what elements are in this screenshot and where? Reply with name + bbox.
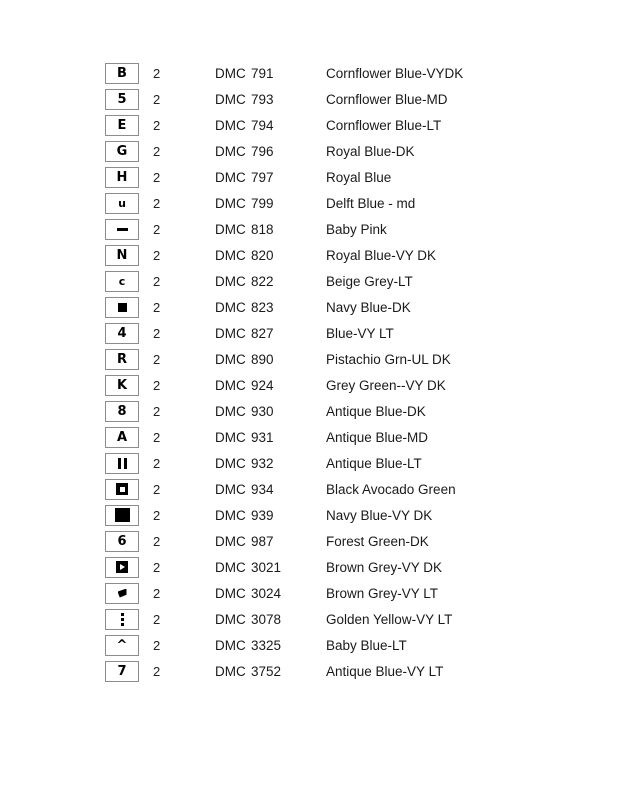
brand-label: DMC xyxy=(215,611,246,627)
brand-label: DMC xyxy=(215,507,246,523)
table-row xyxy=(0,528,618,554)
symbol-box xyxy=(105,141,139,162)
symbol-cell xyxy=(0,528,145,554)
color-description-cell: Navy Blue-DK xyxy=(326,299,411,315)
strand-count-cell: 2 xyxy=(153,117,161,133)
symbol-box xyxy=(105,323,139,344)
dmc-code-number: 797 xyxy=(251,169,274,185)
brand-label: DMC xyxy=(215,663,246,679)
symbol-box xyxy=(105,661,139,682)
dmc-code-number: 823 xyxy=(251,299,274,315)
symbol-cell xyxy=(0,398,145,424)
strand-count-cell: 2 xyxy=(153,663,161,679)
symbol-cell xyxy=(0,476,145,502)
color-description-cell: Royal Blue-DK xyxy=(326,143,415,159)
dmc-code-number: 799 xyxy=(251,195,274,211)
brand-label: DMC xyxy=(215,325,246,341)
dmc-code-cell xyxy=(215,450,325,476)
symbol-glyph: 5 xyxy=(117,91,127,107)
dmc-code-cell xyxy=(215,372,325,398)
symbol-glyph: K xyxy=(116,377,128,393)
table-row xyxy=(0,268,618,294)
symbol-glyph: 8 xyxy=(117,403,127,419)
dmc-code-number: 3325 xyxy=(251,637,282,653)
brand-label: DMC xyxy=(215,273,246,289)
brand-label: DMC xyxy=(215,169,246,185)
strand-count-cell: 2 xyxy=(153,169,161,185)
dmc-code-cell xyxy=(215,268,325,294)
table-row xyxy=(0,242,618,268)
strand-count-cell: 2 xyxy=(153,91,161,107)
symbol-cell xyxy=(0,216,145,242)
dmc-code-number: 987 xyxy=(251,533,274,549)
symbol-glyph: N xyxy=(116,247,128,263)
dmc-code-cell xyxy=(215,606,325,632)
table-row xyxy=(0,450,618,476)
table-row xyxy=(0,606,618,632)
dmc-code-number: 791 xyxy=(251,65,274,81)
symbol-glyph: G xyxy=(116,143,128,159)
dmc-code-cell xyxy=(215,138,325,164)
symbol-box xyxy=(105,349,139,370)
dmc-code-number: 890 xyxy=(251,351,274,367)
symbol-glyph: B xyxy=(117,65,127,81)
color-description-cell: Royal Blue-VY DK xyxy=(326,247,437,263)
table-row xyxy=(0,632,618,658)
symbol-cell xyxy=(0,320,145,346)
dmc-code-number: 3021 xyxy=(251,559,282,575)
table-row xyxy=(0,86,618,112)
symbol-cell xyxy=(0,424,145,450)
color-description-cell: Brown Grey-VY DK xyxy=(326,559,443,575)
dash-icon xyxy=(117,228,128,231)
brand-label: DMC xyxy=(215,403,246,419)
flag-mark-icon xyxy=(118,589,127,598)
symbol-glyph: R xyxy=(116,351,127,367)
symbol-box xyxy=(105,557,139,578)
symbol-box xyxy=(105,115,139,136)
dmc-code-number: 939 xyxy=(251,507,274,523)
symbol-cell xyxy=(0,606,145,632)
strand-count-cell: 2 xyxy=(153,455,161,471)
symbol-box xyxy=(105,609,139,630)
strand-count-cell: 2 xyxy=(153,377,161,393)
strand-count-cell: 2 xyxy=(153,221,161,237)
table-row xyxy=(0,346,618,372)
brand-label: DMC xyxy=(215,377,246,393)
color-description-cell: Delft Blue - md xyxy=(326,195,416,211)
floss-legend-body xyxy=(0,60,618,684)
table-row xyxy=(0,294,618,320)
strand-count-cell: 2 xyxy=(153,585,161,601)
dmc-code-number: 793 xyxy=(251,91,274,107)
color-description-cell: Black Avocado Green xyxy=(326,481,456,497)
dmc-code-number: 3024 xyxy=(251,585,282,601)
dmc-code-number: 3078 xyxy=(251,611,282,627)
symbol-glyph: 7 xyxy=(117,663,127,679)
strand-count-cell: 2 xyxy=(153,273,161,289)
table-row xyxy=(0,424,618,450)
table-row xyxy=(0,164,618,190)
floss-legend-table xyxy=(0,60,618,684)
symbol-box xyxy=(105,167,139,188)
dmc-code-cell xyxy=(215,580,325,606)
brand-label: DMC xyxy=(215,65,246,81)
symbol-cell xyxy=(0,502,145,528)
color-description-cell: Grey Green--VY DK xyxy=(326,377,446,393)
table-row xyxy=(0,190,618,216)
strand-count-cell: 2 xyxy=(153,429,161,445)
square-arrow-icon xyxy=(116,561,128,573)
color-description-cell: Antique Blue-MD xyxy=(326,429,429,445)
table-row xyxy=(0,502,618,528)
vertical-dots-icon xyxy=(121,613,124,626)
brand-label: DMC xyxy=(215,195,246,211)
double-bars-icon xyxy=(117,458,128,469)
color-description-cell: Navy Blue-VY DK xyxy=(326,507,433,523)
symbol-box xyxy=(105,271,139,292)
filled-square-small-icon xyxy=(118,303,127,312)
color-description-cell: Baby Pink xyxy=(326,221,387,237)
dmc-code-number: 796 xyxy=(251,143,274,159)
table-row xyxy=(0,580,618,606)
dmc-code-number: 818 xyxy=(251,221,274,237)
brand-label: DMC xyxy=(215,533,246,549)
table-row xyxy=(0,138,618,164)
symbol-cell xyxy=(0,164,145,190)
dmc-code-cell xyxy=(215,554,325,580)
color-description-cell: Brown Grey-VY LT xyxy=(326,585,439,601)
dmc-code-number: 820 xyxy=(251,247,274,263)
color-description-cell: Golden Yellow-VY LT xyxy=(326,611,453,627)
table-row xyxy=(0,476,618,502)
symbol-box xyxy=(105,531,139,552)
symbol-glyph: E xyxy=(117,117,127,133)
color-description-cell: Forest Green-DK xyxy=(326,533,429,549)
filled-square-large-icon xyxy=(115,508,130,522)
symbol-glyph: 6 xyxy=(117,533,127,549)
symbol-cell xyxy=(0,580,145,606)
brand-label: DMC xyxy=(215,637,246,653)
strand-count-cell: 2 xyxy=(153,533,161,549)
dmc-code-cell xyxy=(215,502,325,528)
dmc-code-number: 930 xyxy=(251,403,274,419)
strand-count-cell: 2 xyxy=(153,195,161,211)
strand-count-cell: 2 xyxy=(153,559,161,575)
dmc-code-number: 931 xyxy=(251,429,274,445)
symbol-glyph: c xyxy=(118,274,126,288)
brand-label: DMC xyxy=(215,559,246,575)
symbol-box xyxy=(105,219,139,240)
symbol-box xyxy=(105,297,139,318)
symbol-cell xyxy=(0,632,145,658)
symbol-box xyxy=(105,427,139,448)
brand-label: DMC xyxy=(215,455,246,471)
brand-label: DMC xyxy=(215,299,246,315)
dmc-code-cell xyxy=(215,242,325,268)
symbol-glyph: H xyxy=(116,169,128,185)
strand-count-cell: 2 xyxy=(153,507,161,523)
brand-label: DMC xyxy=(215,91,246,107)
symbol-glyph: A xyxy=(116,429,128,445)
square-inner-mark-icon xyxy=(116,483,128,495)
table-row xyxy=(0,554,618,580)
symbol-box xyxy=(105,505,139,526)
dmc-code-number: 794 xyxy=(251,117,274,133)
dmc-code-number: 924 xyxy=(251,377,274,393)
brand-label: DMC xyxy=(215,117,246,133)
symbol-glyph: u xyxy=(118,196,126,210)
dmc-code-number: 3752 xyxy=(251,663,282,679)
brand-label: DMC xyxy=(215,247,246,263)
strand-count-cell: 2 xyxy=(153,637,161,653)
symbol-box xyxy=(105,479,139,500)
symbol-box xyxy=(105,375,139,396)
symbol-cell xyxy=(0,242,145,268)
dmc-code-cell xyxy=(215,424,325,450)
strand-count-cell: 2 xyxy=(153,481,161,497)
strand-count-cell: 2 xyxy=(153,143,161,159)
strand-count-cell: 2 xyxy=(153,351,161,367)
color-description-cell: Cornflower Blue-VYDK xyxy=(326,65,464,81)
strand-count-cell: 2 xyxy=(153,299,161,315)
table-row xyxy=(0,60,618,86)
dmc-code-number: 827 xyxy=(251,325,274,341)
symbol-cell xyxy=(0,138,145,164)
dmc-code-number: 934 xyxy=(251,481,274,497)
table-row xyxy=(0,320,618,346)
color-description-cell: Antique Blue-VY LT xyxy=(326,663,444,679)
brand-label: DMC xyxy=(215,429,246,445)
symbol-cell xyxy=(0,554,145,580)
dmc-code-cell xyxy=(215,398,325,424)
dot xyxy=(121,618,124,621)
brand-label: DMC xyxy=(215,481,246,497)
strand-count-cell: 2 xyxy=(153,403,161,419)
symbol-box xyxy=(105,245,139,266)
color-description-cell: Antique Blue-DK xyxy=(326,403,426,419)
dmc-code-cell xyxy=(215,346,325,372)
table-row xyxy=(0,216,618,242)
dmc-code-cell xyxy=(215,658,325,684)
color-description-cell: Pistachio Grn-UL DK xyxy=(326,351,451,367)
dmc-code-cell xyxy=(215,216,325,242)
color-description-cell: Royal Blue xyxy=(326,169,392,185)
dmc-code-cell xyxy=(215,112,325,138)
dmc-code-cell xyxy=(215,528,325,554)
symbol-box xyxy=(105,583,139,604)
color-description-cell: Cornflower Blue-LT xyxy=(326,117,442,133)
symbol-cell xyxy=(0,112,145,138)
strand-count-cell: 2 xyxy=(153,325,161,341)
symbol-box xyxy=(105,63,139,84)
symbol-box xyxy=(105,401,139,422)
strand-count-cell: 2 xyxy=(153,611,161,627)
table-row xyxy=(0,658,618,684)
color-description-cell: Beige Grey-LT xyxy=(326,273,413,289)
dot xyxy=(121,623,124,626)
symbol-cell xyxy=(0,60,145,86)
symbol-glyph: 4 xyxy=(117,325,127,341)
color-description-cell: Cornflower Blue-MD xyxy=(326,91,448,107)
brand-label: DMC xyxy=(215,221,246,237)
dmc-code-cell xyxy=(215,476,325,502)
dmc-code-number: 822 xyxy=(251,273,274,289)
table-row xyxy=(0,398,618,424)
symbol-cell xyxy=(0,294,145,320)
table-row xyxy=(0,112,618,138)
color-description-cell: Antique Blue-LT xyxy=(326,455,422,471)
dmc-code-cell xyxy=(215,190,325,216)
dmc-code-cell xyxy=(215,60,325,86)
dmc-code-cell xyxy=(215,320,325,346)
symbol-box xyxy=(105,193,139,214)
symbol-box xyxy=(105,453,139,474)
dmc-code-cell xyxy=(215,632,325,658)
symbol-glyph: ^ xyxy=(116,637,128,653)
strand-count-cell: 2 xyxy=(153,65,161,81)
table-row xyxy=(0,372,618,398)
dot xyxy=(121,613,124,616)
strand-count-cell: 2 xyxy=(153,247,161,263)
brand-label: DMC xyxy=(215,143,246,159)
color-description-cell: Baby Blue-LT xyxy=(326,637,407,653)
symbol-cell xyxy=(0,190,145,216)
dmc-code-cell xyxy=(215,164,325,190)
symbol-cell xyxy=(0,450,145,476)
symbol-box xyxy=(105,635,139,656)
symbol-cell xyxy=(0,346,145,372)
dmc-code-cell xyxy=(215,86,325,112)
symbol-cell xyxy=(0,372,145,398)
symbol-cell xyxy=(0,658,145,684)
dmc-code-number: 932 xyxy=(251,455,274,471)
brand-label: DMC xyxy=(215,585,246,601)
symbol-cell xyxy=(0,86,145,112)
symbol-cell xyxy=(0,268,145,294)
symbol-box xyxy=(105,89,139,110)
brand-label: DMC xyxy=(215,351,246,367)
color-description-cell: Blue-VY LT xyxy=(326,325,394,341)
dmc-code-cell xyxy=(215,294,325,320)
